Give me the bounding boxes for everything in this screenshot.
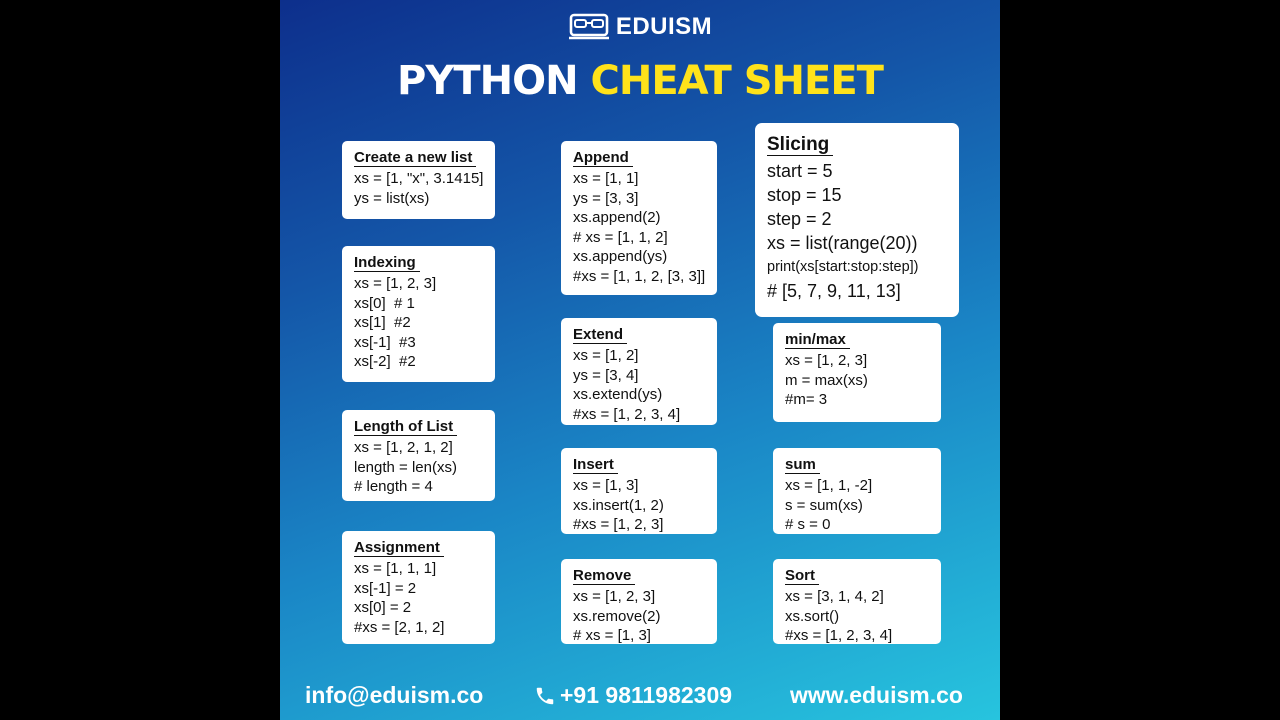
- code-line: step = 2: [767, 209, 832, 229]
- card-title: Extend: [573, 326, 627, 344]
- card-title: Insert: [573, 456, 618, 474]
- card-insert: [561, 448, 717, 534]
- card-title: Indexing: [354, 254, 420, 272]
- phone-icon: [534, 685, 556, 707]
- code-line: xs = [1, 1]: [573, 170, 639, 187]
- code-line: xs = [1, 2, 3]: [785, 352, 868, 369]
- footer-phone[interactable]: [534, 682, 732, 709]
- footer: [280, 682, 1000, 714]
- code-line: xs = [1, 2, 3]: [573, 588, 656, 605]
- code-line: xs[0] = 2: [354, 599, 412, 617]
- code-line: start = 5: [767, 161, 833, 181]
- card-remove: [561, 559, 717, 644]
- footer-phone-number: +91 9811982309: [560, 682, 733, 708]
- code-line: xs.append(2): [573, 209, 661, 227]
- code-line: # xs = [1, 3]: [573, 627, 651, 645]
- code-line: xs[-1] #3: [354, 333, 416, 351]
- card-length-of-list: [342, 410, 495, 501]
- code-line: #xs = [1, 2, 3, 4]: [573, 405, 681, 423]
- code-line: xs.remove(2): [573, 607, 661, 625]
- code-line: xs = [1, "x", 3.1415]: [354, 170, 484, 187]
- title-cheat-sheet: CHEAT SHEET: [590, 58, 883, 104]
- cheat-sheet-poster: [280, 0, 1000, 720]
- code-line: xs = [3, 1, 4, 2]: [785, 588, 884, 605]
- card-extend: [561, 318, 717, 425]
- card-append: [561, 141, 717, 295]
- code-line: #xs = [1, 1, 2, [3, 3]]: [573, 267, 706, 285]
- code-line: #m= 3: [785, 391, 828, 409]
- card-title: Create a new list: [354, 149, 476, 167]
- code-line: #xs = [2, 1, 2]: [354, 618, 445, 636]
- code-line: ys = list(xs): [354, 189, 430, 207]
- eduism-logo-icon: [568, 12, 610, 42]
- title-python: PYTHON: [397, 58, 578, 104]
- card-assignment: [342, 531, 495, 644]
- card-title: min/max: [785, 331, 850, 349]
- code-line: s = sum(xs): [785, 496, 863, 514]
- code-line: xs.extend(ys): [573, 386, 663, 404]
- code-line: #xs = [1, 2, 3, 4]: [785, 627, 893, 645]
- code-line: xs = [1, 1, -2]: [785, 477, 873, 494]
- code-line: xs = [1, 1, 1]: [354, 560, 437, 577]
- card-slicing: [755, 123, 959, 317]
- code-line: xs = list(range(20)): [767, 233, 918, 253]
- card-title: Assignment: [354, 539, 444, 557]
- brand-name: EDUISM: [615, 13, 713, 40]
- code-line: xs.append(ys): [573, 248, 668, 266]
- card-title: sum: [785, 456, 820, 474]
- footer-website[interactable]: www.eduism.co: [790, 682, 963, 708]
- card-title: Sort: [785, 567, 819, 585]
- code-line: # [5, 7, 9, 11, 13]: [767, 281, 901, 301]
- card-title: Slicing: [767, 135, 833, 156]
- code-line: xs.insert(1, 2): [573, 496, 664, 514]
- card-title: Remove: [573, 567, 635, 585]
- code-line: xs[0] # 1: [354, 294, 415, 312]
- code-line: xs = [1, 2]: [573, 347, 639, 364]
- card-min-max: [773, 323, 941, 422]
- page-title: [280, 58, 1000, 104]
- code-line: xs = [1, 2, 1, 2]: [354, 439, 453, 456]
- card-sort: [773, 559, 941, 644]
- code-line: xs[-2] #2: [354, 353, 416, 371]
- footer-email[interactable]: info@eduism.co: [305, 682, 484, 708]
- code-line: xs[-1] = 2: [354, 579, 417, 597]
- card-sum: [773, 448, 941, 534]
- code-line: stop = 15: [767, 185, 842, 205]
- code-line: # s = 0: [785, 516, 831, 534]
- brand: [280, 12, 1000, 42]
- code-line: xs = [1, 3]: [573, 477, 639, 494]
- code-line: # xs = [1, 1, 2]: [573, 228, 668, 246]
- code-line: print(xs[start:stop:step]): [767, 259, 919, 275]
- card-title: Append: [573, 149, 633, 167]
- code-line: xs.sort(): [785, 607, 840, 625]
- code-line: ys = [3, 4]: [573, 366, 639, 384]
- card-indexing: [342, 246, 495, 382]
- code-line: # length = 4: [354, 478, 433, 496]
- code-line: ys = [3, 3]: [573, 189, 639, 207]
- code-line: #xs = [1, 2, 3]: [573, 516, 664, 534]
- code-line: xs = [1, 2, 3]: [354, 275, 437, 292]
- code-line: m = max(xs): [785, 371, 868, 389]
- code-line: xs[1] #2: [354, 314, 411, 332]
- code-line: length = len(xs): [354, 458, 457, 476]
- card-title: Length of List: [354, 418, 457, 436]
- card-create-list: [342, 141, 495, 219]
